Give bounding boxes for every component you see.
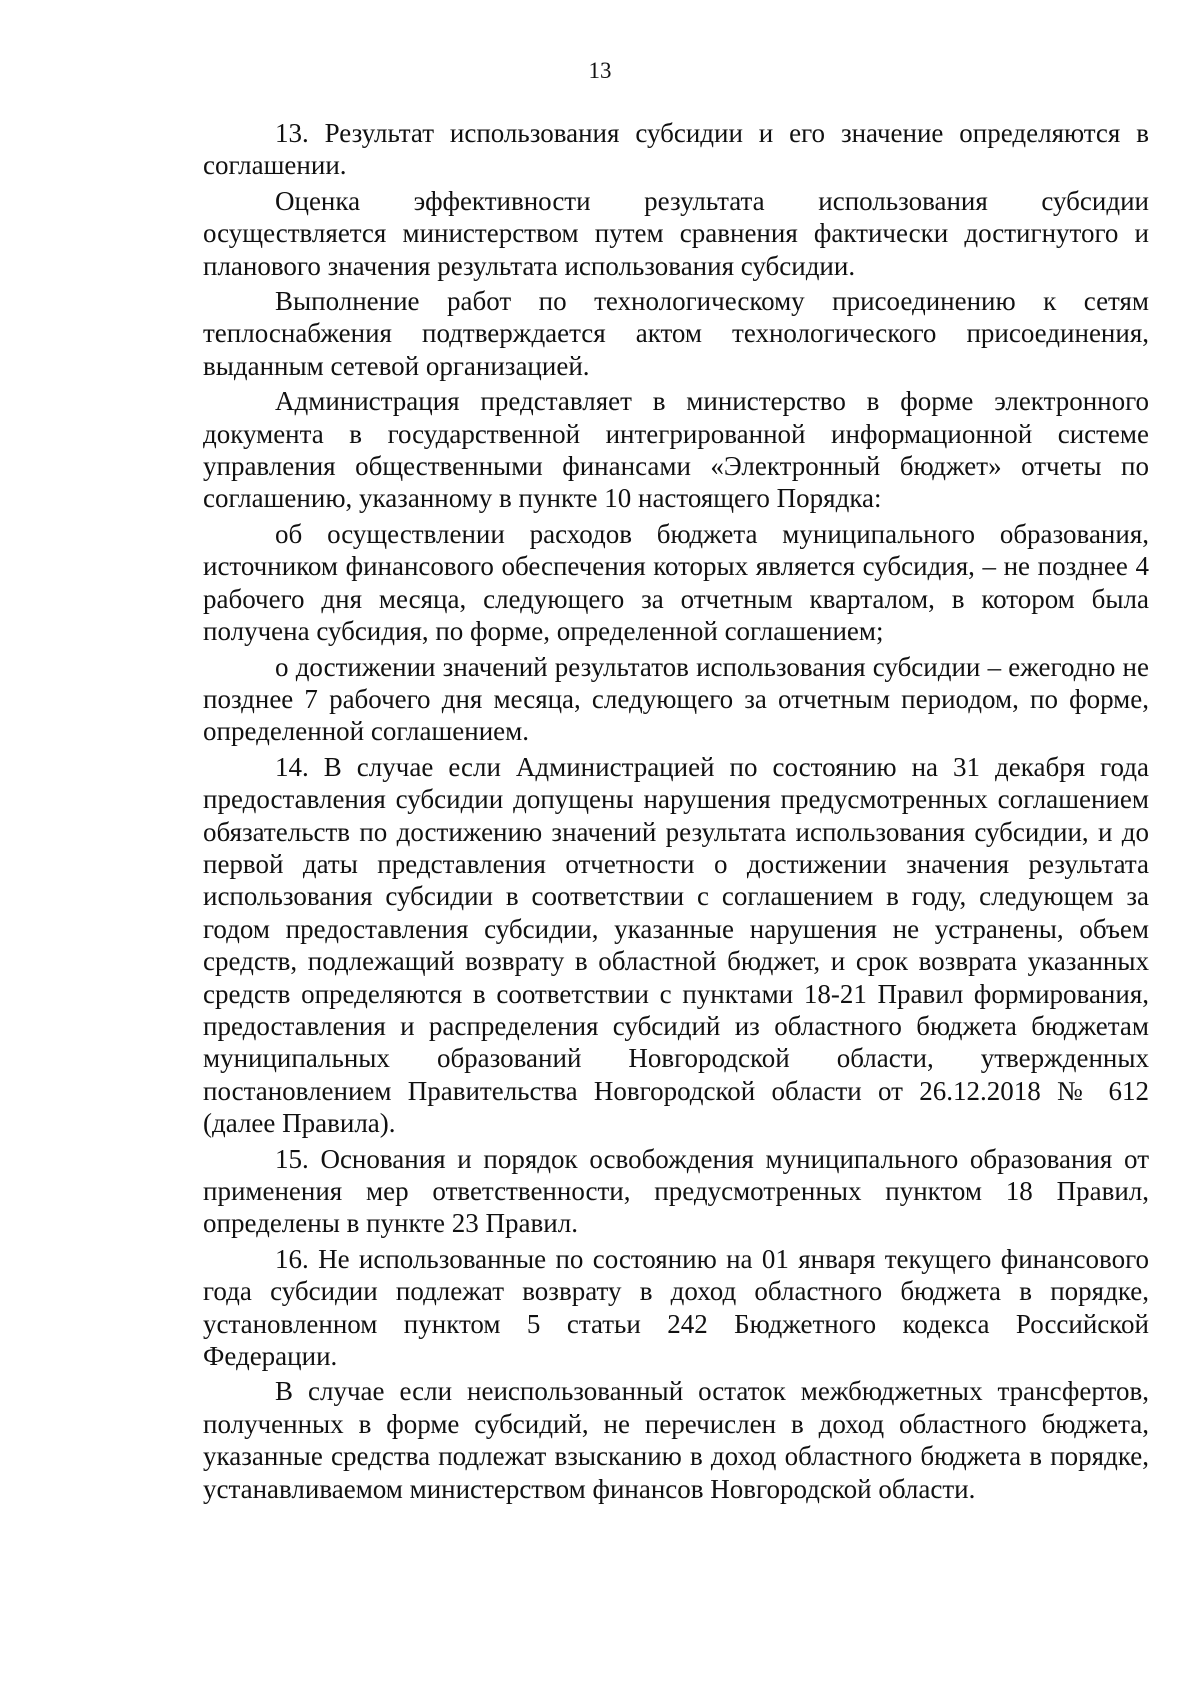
paragraph-16-unused-subsidies: 16. Не использованные по состоянию на 01 января текущего финансового года субсидии подлежат возврату в доход областного бюджета в порядке, установленном пунктом 5 статьи 242 Бюджетного кодекса Российской Федерации. bbox=[203, 1243, 1149, 1372]
paragraph-15-exemption: 15. Основания и порядок освобождения муниципального образования от применения мер ответственности, предусмотренных пунктом 18 Правил, определены в пункте 23 Правил. bbox=[203, 1143, 1149, 1239]
paragraph-expenditure-report: об осуществлении расходов бюджета муниципального образования, источником финансового обеспечения которых является субсидия, – не позднее 4 рабочего дня месяца, следующего за отчетным кварталом, в котором была получена субсидия, по форме, определенной соглашением; bbox=[203, 518, 1149, 647]
paragraph-results-report: о достижении значений результатов использования субсидии – ежегодно не позднее 7 рабочего дня месяца, следующего за отчетным периодом, по форме, определенной соглашением. bbox=[203, 651, 1149, 747]
paragraph-recovery: В случае если неиспользованный остаток межбюджетных трансфертов, полученных в форме субсидий, не перечислен в доход областного бюджета, указанные средства подлежат взысканию в доход областного бюджета в порядке, устанавливаемом министерством финансов Новгородской области. bbox=[203, 1376, 1149, 1504]
page-number: 13 bbox=[588, 58, 612, 83]
document-body bbox=[203, 117, 1149, 1508]
paragraph-efficiency-assessment: Оценка эффективности результата использования субсидии осуществляется министерством путем сравнения фактически достигнутого и планового значения результата использования субсидии. bbox=[203, 185, 1149, 281]
paragraph-administration-reports: Администрация представляет в министерство в форме электронного документа в государственной интегрированной информационной системе управления общественными финансами «Электронный бюджет» отчеты по соглашению, указанному в пункте 10 настоящего Порядка: bbox=[203, 386, 1149, 514]
paragraph-14-violations: 14. В случае если Администрацией по состоянию на 31 декабря года предоставления субсидии допущены нарушения предусмотренных соглашением обязательств по достижению значений результата использования субсидии, и до первой даты представления отчетности о достижении значения результата использования субсидии в соответствии с соглашением в году, следующем за годом предоставления субсидии, указанные нарушения не устранены, объем средств, подлежащий возврату в областной бюджет, и срок возврата указанных средств определяются в соответствии с пунктами 18-21 Правил формирования, предоставления и распределения субсидий из областного бюджета бюджетам муниципальных образований Новгородской области, утвержденных постановлением Правительства Новгородской области от 26.12.2018 № 612 (далее Правила). bbox=[203, 751, 1149, 1139]
paragraph-13-result: 13. Результат использования субсидии и его значение определяются в соглашении. bbox=[203, 118, 1149, 181]
paragraph-work-completion: Выполнение работ по технологическому присоединению к сетям теплоснабжения подтверждается актом технологического присоединения, выданным сетевой организацией. bbox=[203, 286, 1149, 381]
